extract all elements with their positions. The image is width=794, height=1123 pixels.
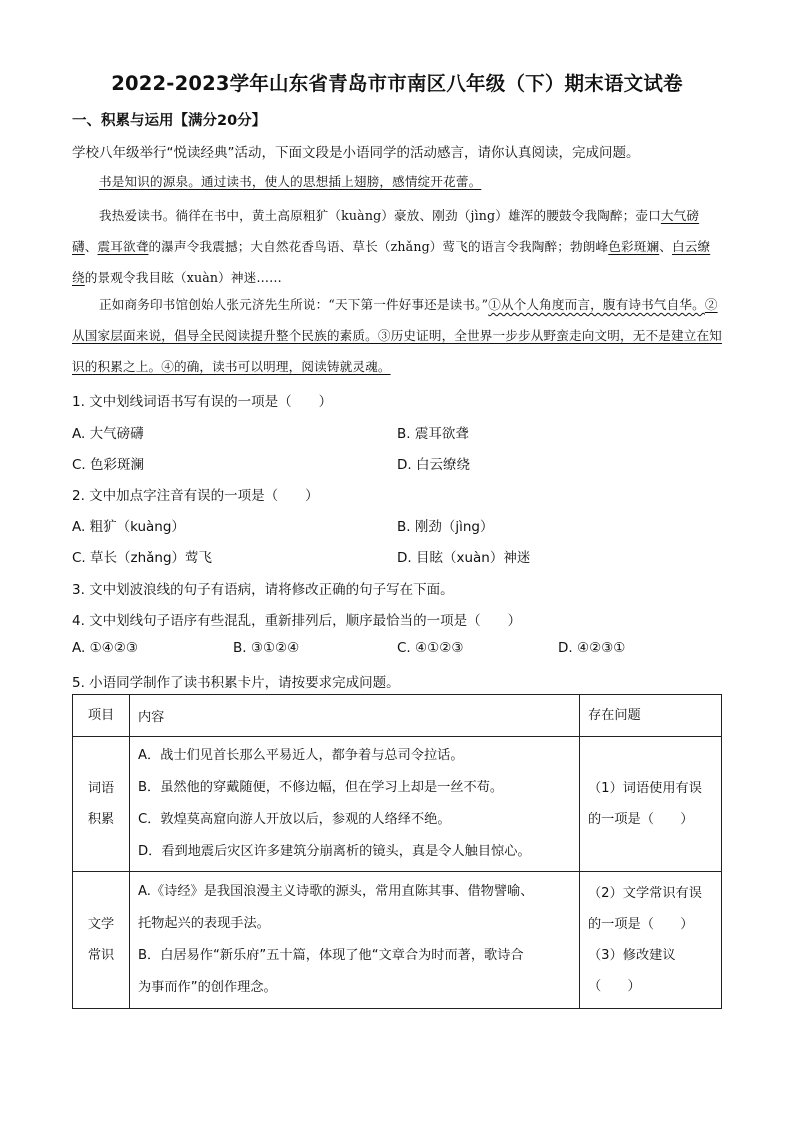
header-problem: 存在问题 bbox=[580, 695, 722, 737]
table-header-row bbox=[73, 695, 722, 737]
page-title: 2022-2023学年山东省青岛市市南区八年级（下）期末语文试卷 bbox=[111, 72, 683, 95]
q4-option-d[interactable]: D. ④②③① bbox=[558, 640, 626, 656]
row-item-label: 文学 bbox=[87, 917, 115, 932]
underlined-word: 大气磅礴 bbox=[72, 208, 700, 254]
passage-paragraph-2 bbox=[72, 200, 722, 293]
content-line: A.《诗经》是我国浪漫主义诗歌的源头，常用直陈其事、借物譬喻、 bbox=[138, 884, 534, 899]
table-row bbox=[73, 872, 722, 1009]
header-item: 项目 bbox=[73, 695, 130, 737]
question-3-stem: 3. 文中划波浪线的句子有语病，请将修改正确的句子写在下面。 bbox=[72, 582, 454, 598]
content-line: 为事而作”的创作理念。 bbox=[138, 980, 277, 995]
q1-option-c[interactable]: C. 色彩斑澜 bbox=[72, 457, 145, 473]
intro-text: 学校八年级举行“悦读经典”活动，下面文段是小语同学的活动感言，请你认真阅读，完成问题。 bbox=[72, 145, 640, 161]
q4-option-a[interactable]: A. ①④②③ bbox=[72, 640, 138, 656]
passage-text: 我热爱读书。徜徉在书中，黄土高原粗犷（kuàng）豪放、刚劲（jìng）雄浑的腰鼓令我陶醉；壶口 bbox=[99, 208, 661, 223]
reading-card-table bbox=[72, 694, 722, 1009]
q1-option-a[interactable]: A. 大气磅礴 bbox=[72, 426, 144, 442]
underlined-sentence: 书是知识的源泉。通过读书，使人的思想插上翅膀，感情绽开花蕾。 bbox=[99, 174, 482, 189]
underlined-word: 白云缭绕 bbox=[72, 239, 711, 285]
problem-text: （3）修改建议 bbox=[588, 948, 676, 963]
q4-option-c[interactable]: C. ④①②③ bbox=[397, 640, 464, 656]
row-item-literature bbox=[73, 872, 130, 1009]
question-4-stem: 4. 文中划线句子语序有些混乱，重新排列后，顺序最恰当的一项是（ ） bbox=[72, 613, 522, 629]
content-line: D．看到地震后灾区许多建筑分崩离析的镜头，真是令人触目惊心。 bbox=[138, 844, 531, 859]
wavy-underlined-sentence: ①从个人角度而言，腹有诗书气自华。 bbox=[488, 297, 705, 312]
question-5-stem: 5. 小语同学制作了读书积累卡片，请按要求完成问题。 bbox=[72, 675, 400, 691]
problem-text: 的一项是（ ） bbox=[588, 812, 694, 827]
underlined-sentences: ②从国家层面来说，倡导全民阅读提升整个民族的素质。③历史证明，全世界一步步从野蛮走向文明，无不是建立在知识的积累之上。④的确，读书可以明理，阅读铸就灵魂。 bbox=[72, 297, 722, 374]
question-1-stem: 1. 文中划线词语书写有误的一项是（ ） bbox=[72, 394, 333, 410]
row-problem bbox=[580, 872, 722, 1009]
content-line: C．敦煌莫高窟向游人开放以后，参观的人络绎不绝。 bbox=[138, 812, 451, 827]
q2-option-a[interactable]: A. 粗犷（kuàng） bbox=[72, 519, 185, 535]
content-line: B．虽然他的穿戴随便，不修边幅，但在学习上却是一丝不苟。 bbox=[138, 780, 504, 795]
passage-text: 的瀑声令我震撼；大自然花香鸟语、草长（zhǎng）莺飞的语言令我陶醉；勃朗峰 bbox=[148, 239, 609, 254]
q4-option-b[interactable]: B. ③①②④ bbox=[233, 640, 300, 656]
section-heading: 一、积累与运用【满分20分】 bbox=[72, 113, 267, 129]
row-item-vocabulary bbox=[73, 737, 130, 872]
passage-text: 、 bbox=[659, 239, 672, 254]
underlined-word: 色彩斑斓 bbox=[608, 239, 660, 254]
problem-text: （1）词语使用有误 bbox=[588, 781, 702, 796]
content-line: B．白居易作“新乐府”五十篇，体现了他“文章合为时而著，歌诗合 bbox=[138, 948, 524, 963]
q1-option-d[interactable]: D. 白云缭绕 bbox=[397, 457, 470, 473]
passage-paragraph-3 bbox=[72, 289, 722, 382]
passage-text: 的景观令我目眩（xuàn）神迷…… bbox=[84, 270, 282, 285]
passage-paragraph-1 bbox=[72, 166, 722, 197]
row-problem bbox=[580, 737, 722, 872]
problem-text: （2）文学常识有误 bbox=[588, 886, 702, 901]
row-item-label: 词语 bbox=[87, 781, 115, 796]
content-line: A．战士们见首长那么平易近人，都争着与总司令拉话。 bbox=[138, 748, 464, 763]
row-item-label: 常识 bbox=[87, 948, 115, 963]
q2-option-c[interactable]: C. 草长（zhǎng）莺飞 bbox=[72, 550, 213, 566]
row-content bbox=[130, 872, 580, 1009]
q2-option-b[interactable]: B. 刚劲（jìng） bbox=[397, 519, 494, 535]
header-content: 内容 bbox=[130, 695, 580, 737]
passage-text: 正如商务印书馆创始人张元济先生所说：“天下第一件好事还是读书。” bbox=[99, 297, 489, 312]
q2-option-d[interactable]: D. 目眩（xuàn）神迷 bbox=[397, 550, 531, 566]
table-row bbox=[73, 737, 722, 872]
problem-text: 的一项是（ ） bbox=[588, 917, 694, 932]
row-content bbox=[130, 737, 580, 872]
underlined-word: 震耳欲聋 bbox=[97, 239, 149, 254]
problem-text: （ ） bbox=[588, 979, 641, 994]
passage-text: 、 bbox=[84, 239, 98, 254]
row-item-label: 积累 bbox=[87, 812, 115, 827]
q1-option-b[interactable]: B. 震耳欲聋 bbox=[397, 426, 469, 442]
question-2-stem: 2. 文中加点字注音有误的一项是（ ） bbox=[72, 488, 319, 504]
content-line: 托物起兴的表现手法。 bbox=[138, 916, 270, 931]
